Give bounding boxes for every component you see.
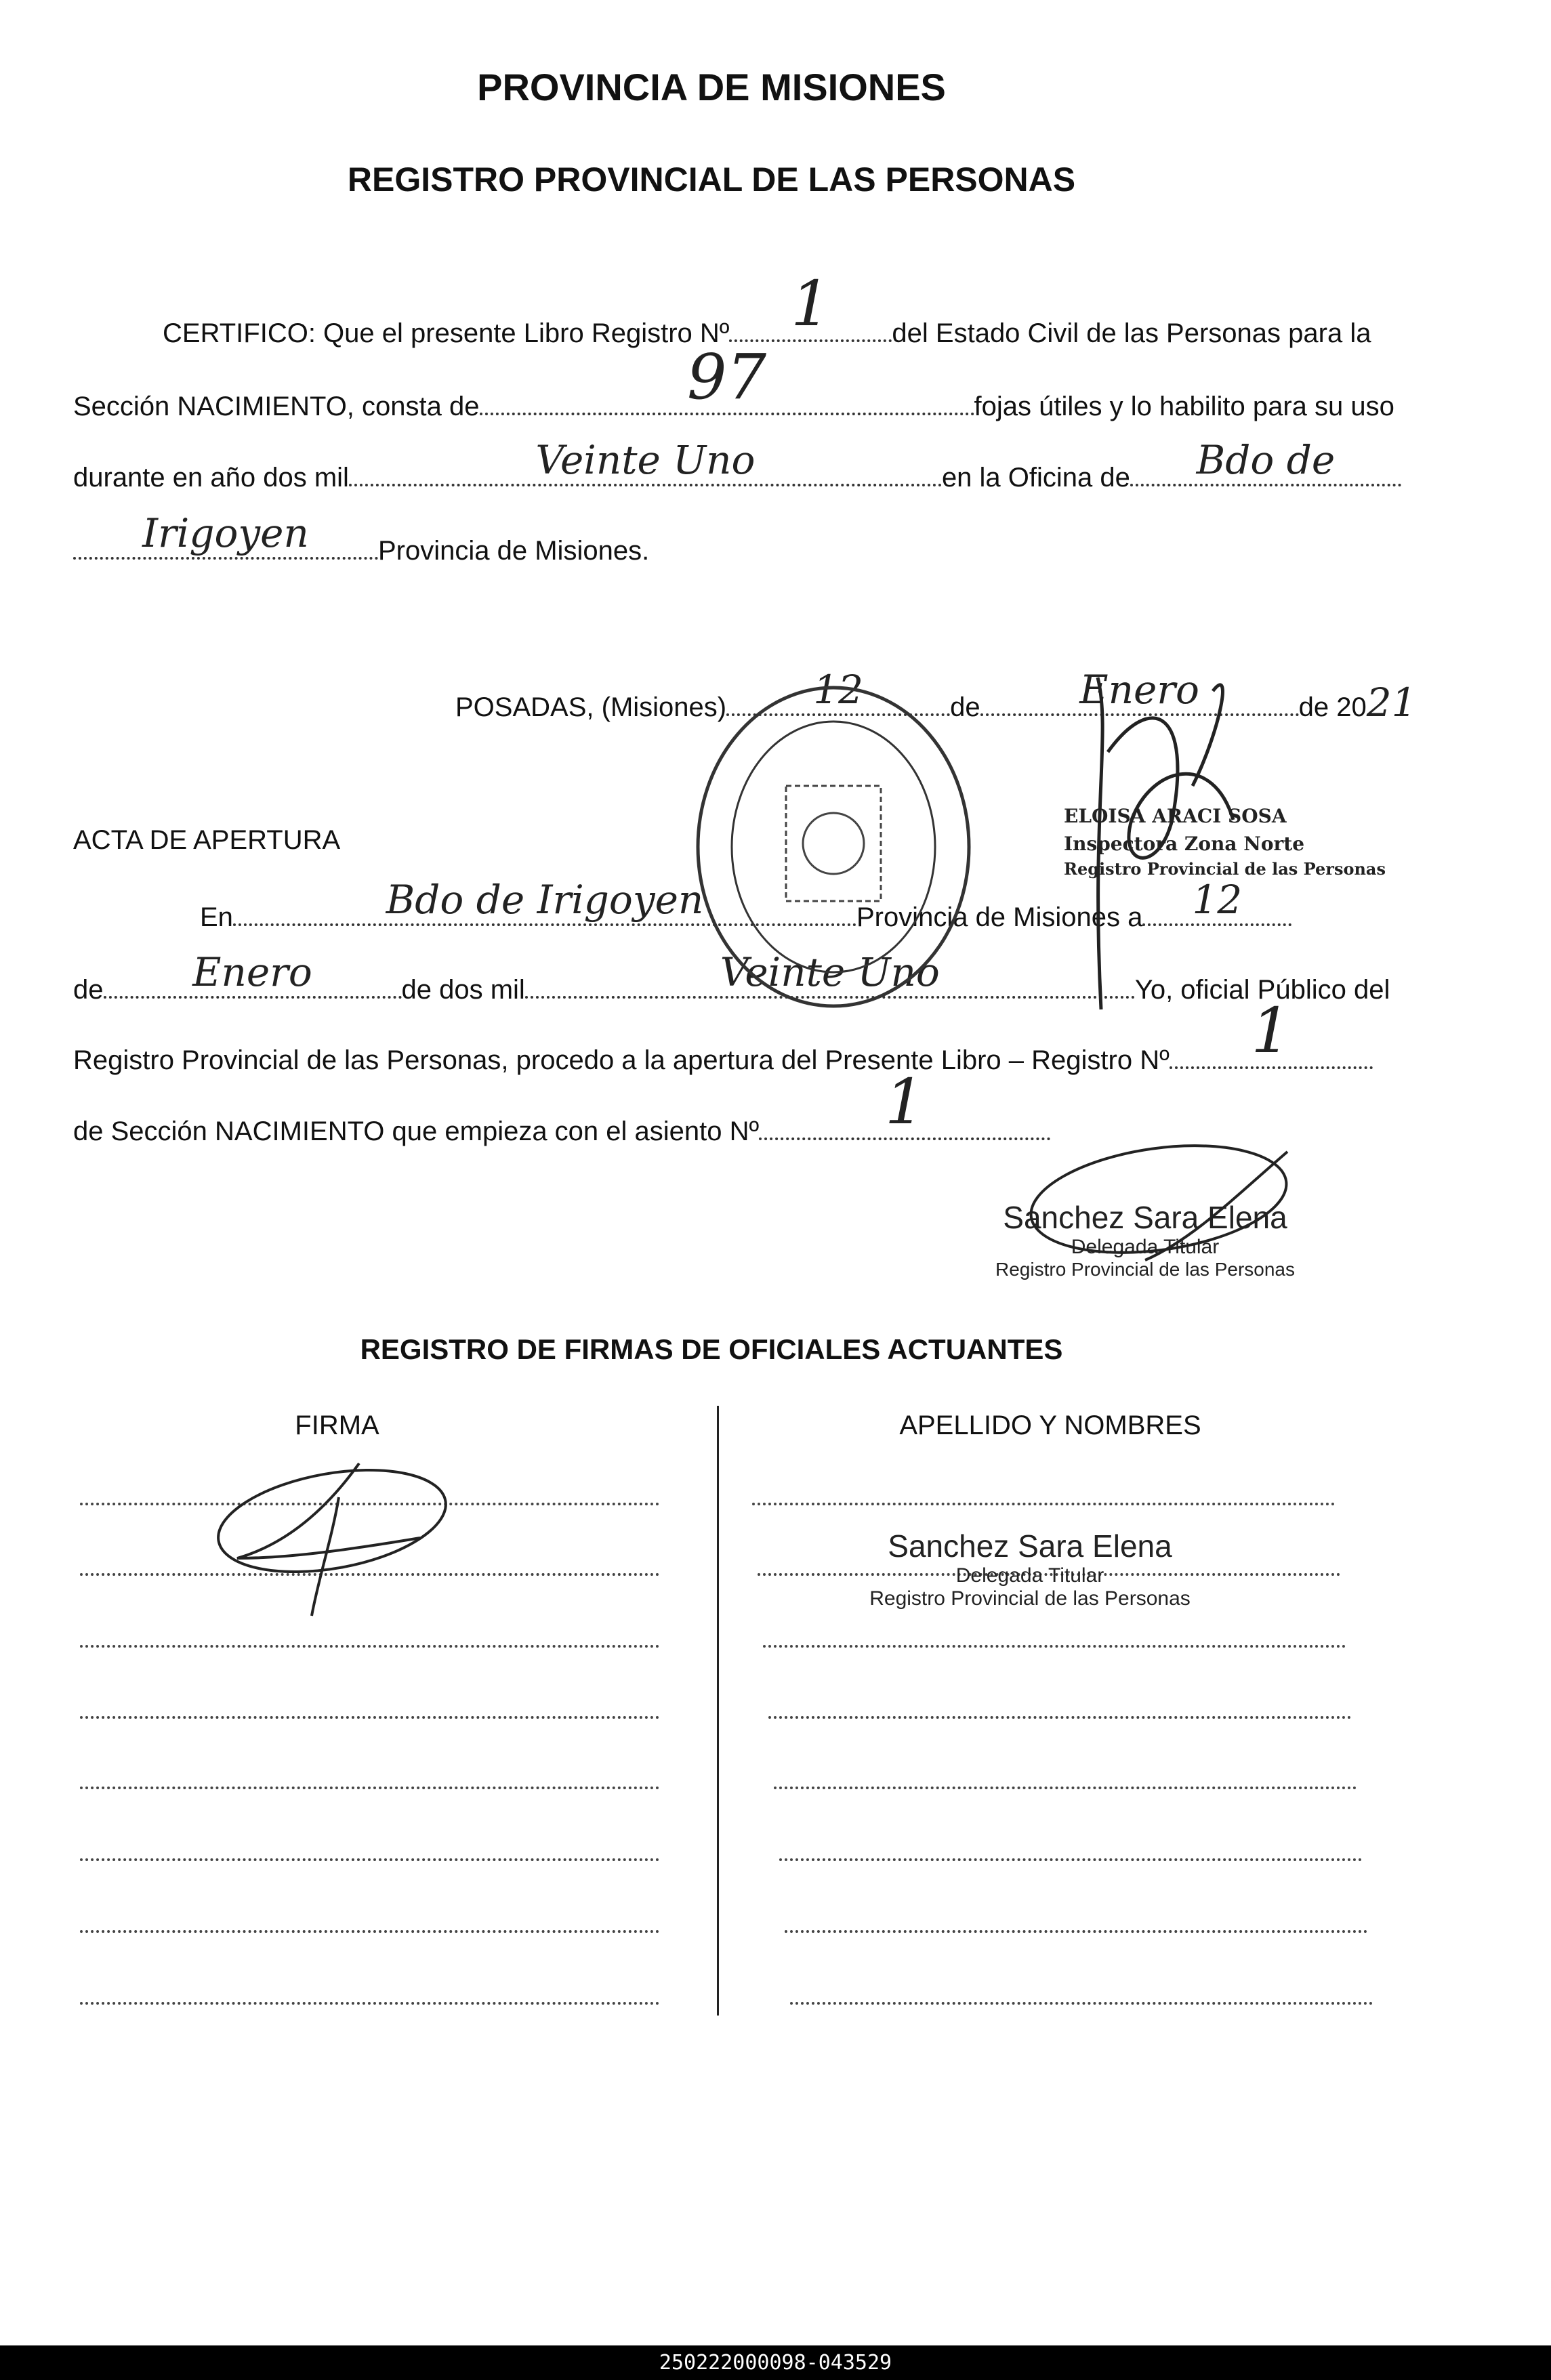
fecha-month-handwritten: Enero (1079, 667, 1199, 713)
nombres-row-line (790, 2002, 1373, 2005)
oficina-handwritten-2: Irigoyen (142, 510, 309, 556)
fecha-day-handwritten: 12 (813, 667, 864, 713)
acta-month-field (104, 949, 402, 999)
delegada-stamp (986, 1199, 1304, 1280)
nombres-row-line (785, 1930, 1367, 1933)
acta-month-handwritten: Enero (192, 949, 312, 995)
acta-provincia: Provincia de Misiones a (856, 902, 1143, 932)
certifico-suffix: del Estado Civil de las Personas para la (892, 318, 1371, 348)
acta-dos-mil: de dos mil (401, 975, 525, 1005)
inspector-signature (1057, 650, 1342, 1030)
fecha-de-1: de (950, 692, 980, 722)
oficina-field (1130, 437, 1401, 486)
nombres-row-line (774, 1787, 1357, 1789)
firma-row-line (80, 2002, 659, 2005)
oficina-label: en la Oficina de (941, 463, 1130, 493)
acta-de: de (73, 975, 104, 1005)
fojas-field (480, 341, 974, 415)
firma-signature (203, 1457, 461, 1619)
acta-registro-number-field (1170, 995, 1373, 1069)
acta-yo: Yo, oficial Público del (1134, 975, 1390, 1005)
oficina-handwritten-1: Bdo de (1196, 437, 1336, 483)
nombres-entry-stamp (867, 1528, 1193, 1610)
anio-handwritten: Veinte Uno (535, 437, 756, 483)
firma-column-header: FIRMA (295, 1411, 379, 1440)
anio-field (349, 437, 942, 486)
registro-number-handwritten: 1 (791, 268, 831, 340)
anio-label: durante en año dos mil (73, 463, 349, 493)
round-seal-stamp (684, 677, 983, 1016)
acta-heading: ACTA DE APERTURA (73, 825, 341, 855)
certifico-line-4 (73, 510, 650, 566)
nombres-row-line (763, 1645, 1346, 1648)
nombres-row-line (752, 1503, 1335, 1505)
delegada-org: Registro Provincial de las Personas (995, 1259, 1295, 1280)
acta-lugar-handwritten: Bdo de Irigoyen (386, 877, 704, 923)
acta-line-4 (73, 1066, 1050, 1146)
fojas-suffix: fojas útiles y lo habilito para su uso (974, 392, 1394, 421)
acta-asiento-text: de Sección NACIMIENTO que empieza con el asiento Nº (73, 1116, 760, 1146)
acta-day-handwritten: 12 (1192, 877, 1243, 923)
column-divider (717, 1406, 719, 2016)
certifico-line-1 (163, 268, 1371, 348)
delegada-role: Delegada Titular (1071, 1236, 1220, 1258)
nombres-column-header: APELLIDO Y NOMBRES (899, 1411, 1201, 1440)
firmas-heading: REGISTRO DE FIRMAS DE OFICIALES ACTUANTES (360, 1333, 1063, 1365)
fojas-handwritten: 97 (686, 341, 767, 413)
nombres-row-line (779, 1858, 1362, 1861)
firma-row-line (80, 1787, 659, 1789)
certifico-line-3 (73, 437, 1401, 493)
entry-org: Registro Provincial de las Personas (869, 1587, 1191, 1610)
acta-asiento-field (759, 1066, 1050, 1140)
seccion-label: Sección NACIMIENTO, consta de (73, 392, 480, 421)
firma-row-line (80, 1858, 659, 1861)
acta-year-handwritten: Veinte Uno (720, 949, 940, 995)
registro-number-field (729, 268, 892, 342)
acta-asiento-handwritten: 1 (884, 1066, 925, 1138)
document-title: PROVINCIA DE MISIONES (477, 66, 946, 108)
acta-en: En (200, 902, 233, 932)
document-subtitle: REGISTRO PROVINCIAL DE LAS PERSONAS (347, 161, 1076, 199)
provincia-suffix: Provincia de Misiones. (378, 536, 650, 566)
firma-row-line (80, 1645, 659, 1648)
acta-n-label: Nº (1140, 1045, 1170, 1075)
oficina-field-2 (73, 510, 378, 560)
acta-registro-number-handwritten: 1 (1251, 995, 1291, 1067)
acta-line-3 (73, 995, 1373, 1075)
inspector-role: Inspectora Zona Norte (1064, 832, 1305, 855)
posadas-label: POSADAS, (Misiones) (455, 692, 727, 722)
inspector-name: ELOISA ARACI SOSA (1064, 805, 1287, 827)
nombres-row-line (768, 1716, 1351, 1719)
acta-registro-text: Registro Provincial de las Personas, procedo a la apertura del Presente Libro – Registro (73, 1045, 1133, 1075)
entry-name: Sanchez Sara Elena (888, 1528, 1172, 1564)
fecha-year-handwritten: 21 (1366, 680, 1417, 726)
firma-row-line (80, 1716, 659, 1719)
delegada-name: Sanchez Sara Elena (1003, 1200, 1287, 1235)
certifico-line-2 (73, 341, 1394, 421)
entry-role: Delegada Titular (955, 1564, 1104, 1587)
footer-code: 250222000098-043529 (0, 2345, 1551, 2380)
fecha-de-2: de 20 (1298, 692, 1367, 722)
firma-row-line (80, 1930, 659, 1933)
certifico-prefix: CERTIFICO: Que el presente Libro Registro Nº (163, 318, 730, 348)
inspector-org: Registro Provincial de las Personas (1064, 859, 1386, 879)
